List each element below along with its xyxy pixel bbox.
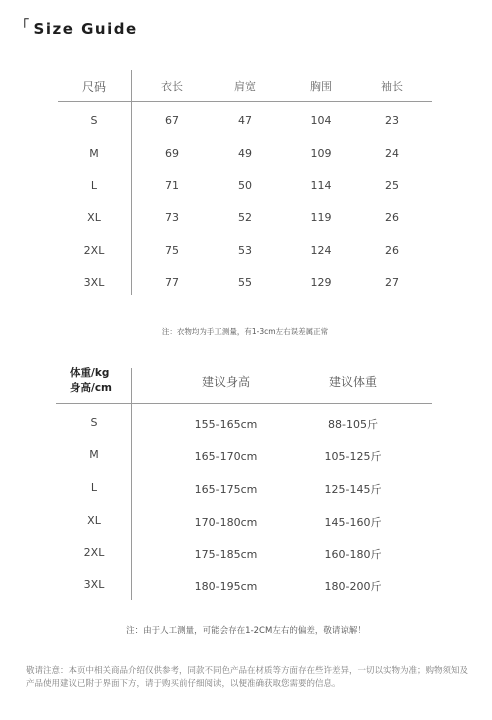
row-height: 180-195cm bbox=[194, 580, 258, 593]
row-height: 165-175cm bbox=[194, 483, 258, 496]
row-weight: 180-200斤 bbox=[324, 580, 382, 593]
header-recommended-weight: 建议体重 bbox=[328, 375, 378, 389]
row-weight: 88-105斤 bbox=[328, 418, 378, 431]
row-sleeve: 24 bbox=[385, 147, 399, 160]
row-chest: 129 bbox=[310, 276, 332, 289]
deviation-note: 注：由于人工测量，可能会存在1-2CM左右的偏差，敬请谅解！ bbox=[126, 626, 366, 636]
row-shoulder: 52 bbox=[238, 211, 252, 224]
header-size: 尺码 bbox=[81, 80, 107, 94]
column-divider bbox=[131, 70, 132, 295]
row-shoulder: 53 bbox=[238, 244, 252, 257]
size-guide-title bbox=[16, 20, 138, 38]
row-sleeve: 27 bbox=[385, 276, 399, 289]
row-size: 3XL bbox=[83, 276, 105, 289]
header-divider bbox=[56, 403, 432, 404]
row-shoulder: 47 bbox=[238, 114, 252, 127]
row-size: 2XL bbox=[83, 546, 105, 559]
row-size: L bbox=[90, 179, 98, 192]
header-sleeve: 袖长 bbox=[381, 80, 403, 93]
row-height: 165-170cm bbox=[194, 450, 258, 463]
row-weight: 145-160斤 bbox=[324, 516, 382, 529]
header-divider bbox=[58, 101, 432, 102]
row-shoulder: 55 bbox=[238, 276, 252, 289]
row-length: 75 bbox=[165, 244, 179, 257]
row-size: M bbox=[89, 448, 99, 461]
header-weight-height bbox=[70, 366, 112, 396]
header-length: 衣长 bbox=[161, 80, 183, 93]
row-sleeve: 26 bbox=[385, 211, 399, 224]
row-weight: 125-145斤 bbox=[324, 483, 382, 496]
row-height: 175-185cm bbox=[194, 548, 258, 561]
row-height: 170-180cm bbox=[194, 516, 258, 529]
row-size: XL bbox=[87, 514, 101, 527]
column-divider bbox=[131, 368, 132, 600]
row-size: XL bbox=[87, 211, 101, 224]
row-length: 69 bbox=[165, 147, 179, 160]
row-length: 71 bbox=[165, 179, 179, 192]
row-sleeve: 23 bbox=[385, 114, 399, 127]
row-weight: 105-125斤 bbox=[324, 450, 382, 463]
row-sleeve: 26 bbox=[385, 244, 399, 257]
header-chest: 胸围 bbox=[310, 80, 332, 93]
row-length: 77 bbox=[165, 276, 179, 289]
row-size: 3XL bbox=[83, 578, 105, 591]
row-length: 67 bbox=[165, 114, 179, 127]
measurement-note: 注：衣物均为手工测量，有1-3cm左右误差属正常 bbox=[161, 327, 329, 336]
row-height: 155-165cm bbox=[194, 418, 258, 431]
row-size: 2XL bbox=[83, 244, 105, 257]
header-recommended-height: 建议身高 bbox=[201, 375, 251, 389]
header-shoulder: 肩宽 bbox=[234, 80, 256, 93]
header-height: 身高/cm bbox=[70, 382, 112, 394]
disclaimer-text: 敬请注意：本页中相关商品介绍仅供参考，同款不同色产品在材质等方面存在些许差异，一切以实物为准；购物须知及产品使用建议已附于界面下方，请于购买前仔细阅读，以便准确获取您需要的信息。 bbox=[26, 666, 469, 689]
row-shoulder: 49 bbox=[238, 147, 252, 160]
row-size: S bbox=[90, 114, 98, 127]
row-chest: 114 bbox=[310, 179, 332, 192]
title-text: Size Guide bbox=[33, 20, 138, 38]
row-length: 73 bbox=[165, 211, 179, 224]
row-chest: 109 bbox=[310, 147, 332, 160]
row-weight: 160-180斤 bbox=[324, 548, 382, 561]
row-chest: 104 bbox=[310, 114, 332, 127]
row-size: M bbox=[89, 147, 99, 160]
header-weight: 体重/kg bbox=[70, 367, 110, 379]
row-chest: 119 bbox=[310, 211, 332, 224]
row-size: S bbox=[90, 416, 98, 429]
row-shoulder: 50 bbox=[238, 179, 252, 192]
row-chest: 124 bbox=[310, 244, 332, 257]
row-sleeve: 25 bbox=[385, 179, 399, 192]
title-bracket: 「 bbox=[16, 19, 31, 34]
row-size: L bbox=[90, 481, 98, 494]
